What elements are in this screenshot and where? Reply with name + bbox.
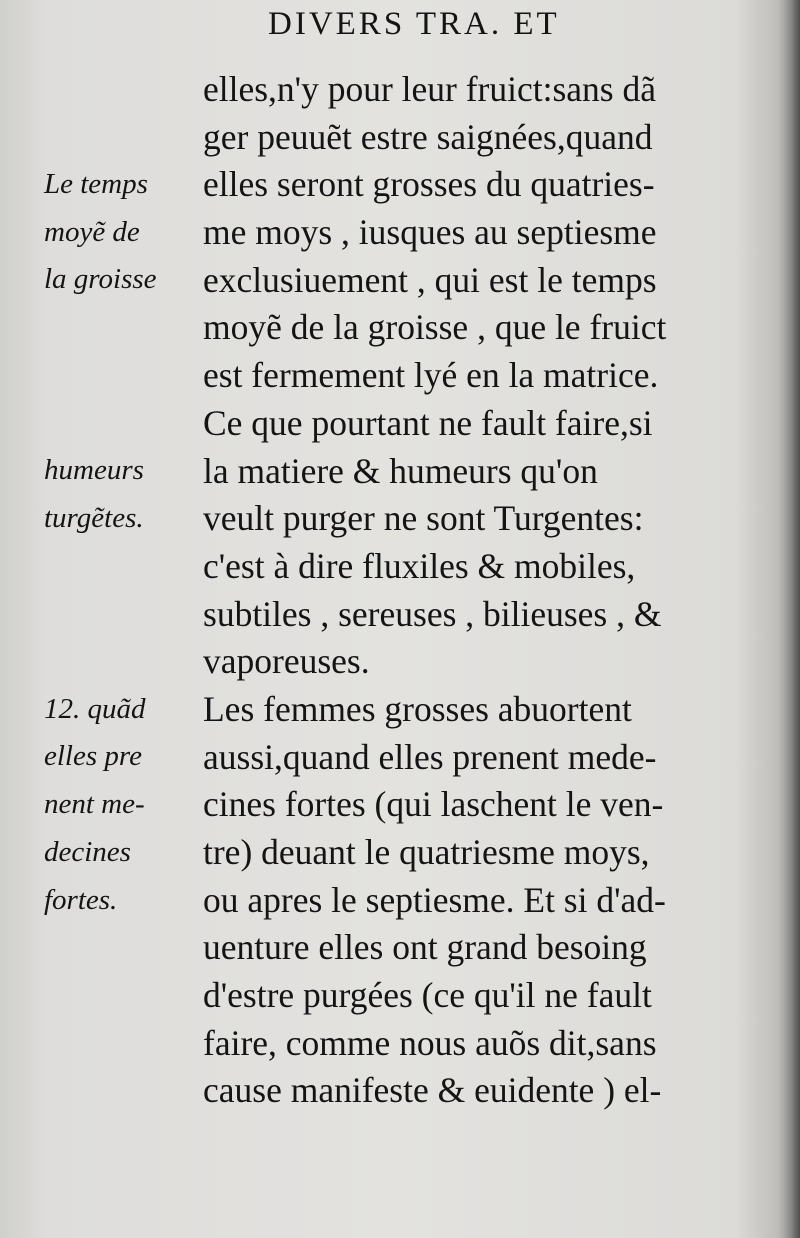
margin-note: humeurs — [44, 454, 144, 487]
margin-note: decines — [44, 835, 131, 868]
margin-note: Le temps — [44, 168, 148, 200]
margin-note: elles pre — [44, 740, 142, 773]
body-text — [203, 66, 765, 1115]
margin-note: nent me- — [44, 788, 145, 821]
running-header: DIVERS TRA. ET — [268, 6, 560, 42]
text-line: est fermement lyé en la matrice. — [203, 355, 659, 396]
text-line: aussi,quand elles prenent mede- — [203, 736, 657, 777]
text-line: cines fortes (qui laschent le ven- — [203, 784, 664, 825]
text-line: Ce que pourtant ne fault faire,si — [203, 402, 653, 443]
text-line: c'est à dire fluxiles & mobiles, — [203, 545, 636, 586]
text-line: faire, comme nous auõs dit,sans — [203, 1022, 657, 1063]
text-line: ger peuuẽt estre saignées,quand — [203, 116, 653, 157]
margin-note: moyẽ de — [44, 215, 140, 248]
margin-note: 12. quãd — [44, 692, 146, 725]
page-gutter-shadow — [778, 0, 800, 1238]
text-line: cause manifeste & euidente ) el- — [203, 1070, 662, 1111]
text-line: elles,n'y pour leur fruict:sans dã — [203, 69, 656, 109]
text-line: moyẽ de la groisse , que le fruict — [203, 307, 667, 348]
text-line: la matiere & humeurs qu'on — [203, 450, 598, 491]
margin-note: fortes. — [44, 883, 118, 916]
text-line: subtiles , sereuses , bilieuses , & — [203, 593, 662, 634]
text-line: me moys , iusques au septiesme — [203, 212, 657, 253]
text-line: uenture elles ont grand besoing — [203, 927, 647, 968]
text-line: vaporeuses. — [203, 641, 370, 682]
text-line: ou apres le septiesme. Et si d'ad- — [203, 879, 666, 920]
text-line: exclusiuement , qui est le temps — [203, 259, 657, 300]
text-line: d'estre purgées (ce qu'il ne fault — [203, 975, 652, 1016]
margin-note: turgẽtes. — [44, 501, 144, 534]
text-line: Les femmes grosses abuortent — [203, 688, 632, 729]
text-line: veult purger ne sont Turgentes: — [203, 498, 644, 539]
text-line: elles seront grosses du quatries- — [203, 164, 655, 205]
text-line: tre) deuant le quatriesme moys, — [203, 832, 650, 872]
margin-note: la groisse — [44, 263, 157, 296]
